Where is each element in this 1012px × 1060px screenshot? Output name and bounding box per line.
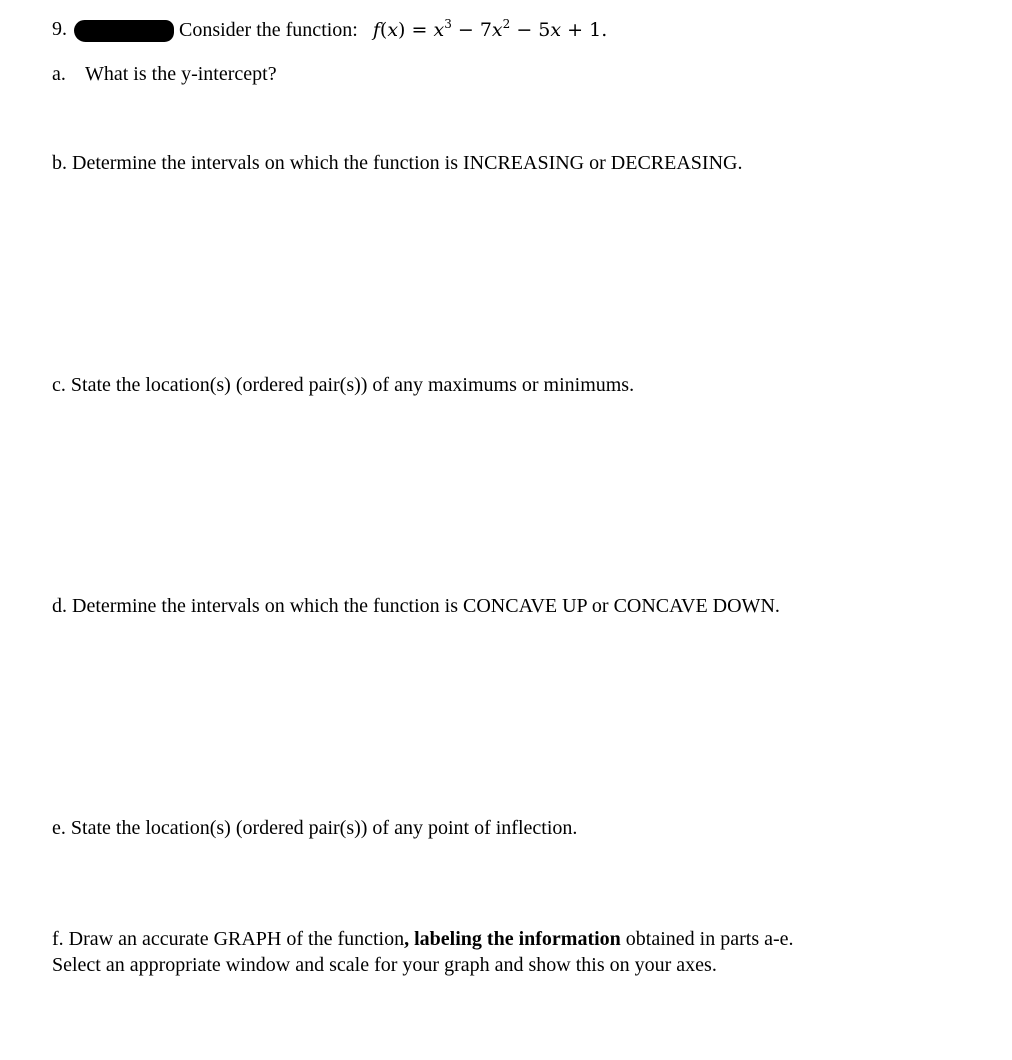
op1: − bbox=[451, 19, 480, 41]
term2-coef: 7 bbox=[479, 19, 492, 41]
term1-exp: 3 bbox=[444, 17, 452, 31]
part-a-text: What is the y-intercept? bbox=[85, 63, 277, 85]
part-e-label: e. bbox=[52, 817, 66, 839]
term3-coef: 5 bbox=[538, 19, 551, 41]
function-end: . bbox=[601, 19, 608, 41]
part-a bbox=[52, 62, 277, 86]
part-d-label: d. bbox=[52, 595, 67, 617]
term2-var: x bbox=[491, 19, 503, 41]
part-c bbox=[52, 373, 634, 397]
part-c-label: c. bbox=[52, 374, 66, 396]
question-line bbox=[179, 18, 607, 42]
question-number: 9. bbox=[52, 18, 67, 40]
function-lhs-open: ( bbox=[379, 19, 388, 41]
part-d bbox=[52, 594, 780, 618]
part-f-text-after: obtained in parts a-e. bbox=[620, 928, 794, 950]
redaction-mark bbox=[74, 20, 174, 42]
function-variable: x bbox=[387, 19, 399, 41]
function-lhs-close: ) bbox=[398, 19, 406, 41]
question-intro: Consider the function: bbox=[179, 19, 358, 41]
part-f-label: f. bbox=[52, 928, 64, 950]
function-name: f bbox=[372, 19, 380, 41]
part-e bbox=[52, 816, 577, 840]
part-d-text: Determine the intervals on which the function is CONCAVE UP or CONCAVE DOWN. bbox=[72, 595, 780, 617]
function-expression bbox=[373, 19, 607, 41]
term3-var: x bbox=[550, 19, 562, 41]
op3: + bbox=[561, 19, 590, 41]
part-f-line2: Select an appropriate window and scale for your graph and show this on your axes. bbox=[52, 954, 717, 976]
part-a-label: a. bbox=[52, 63, 66, 85]
term2-exp: 2 bbox=[502, 17, 511, 31]
part-b-text: Determine the intervals on which the function is INCREASING or DECREASING. bbox=[72, 152, 743, 174]
constant: 1 bbox=[589, 19, 602, 41]
term1-var: x bbox=[433, 19, 445, 41]
part-c-text: State the location(s) (ordered pair(s)) of any maximums or minimums. bbox=[70, 374, 635, 396]
part-e-text: State the location(s) (ordered pair(s)) of any point of inflection. bbox=[70, 817, 578, 839]
part-f-text-before: Draw an accurate GRAPH of the function bbox=[68, 928, 405, 950]
part-f-text-bold: , labeling the information bbox=[404, 928, 621, 950]
part-b bbox=[52, 151, 742, 175]
function-equals: = bbox=[405, 19, 434, 41]
part-b-label: b. bbox=[52, 152, 67, 174]
op2: − bbox=[510, 19, 539, 41]
part-f-line1 bbox=[52, 927, 794, 951]
